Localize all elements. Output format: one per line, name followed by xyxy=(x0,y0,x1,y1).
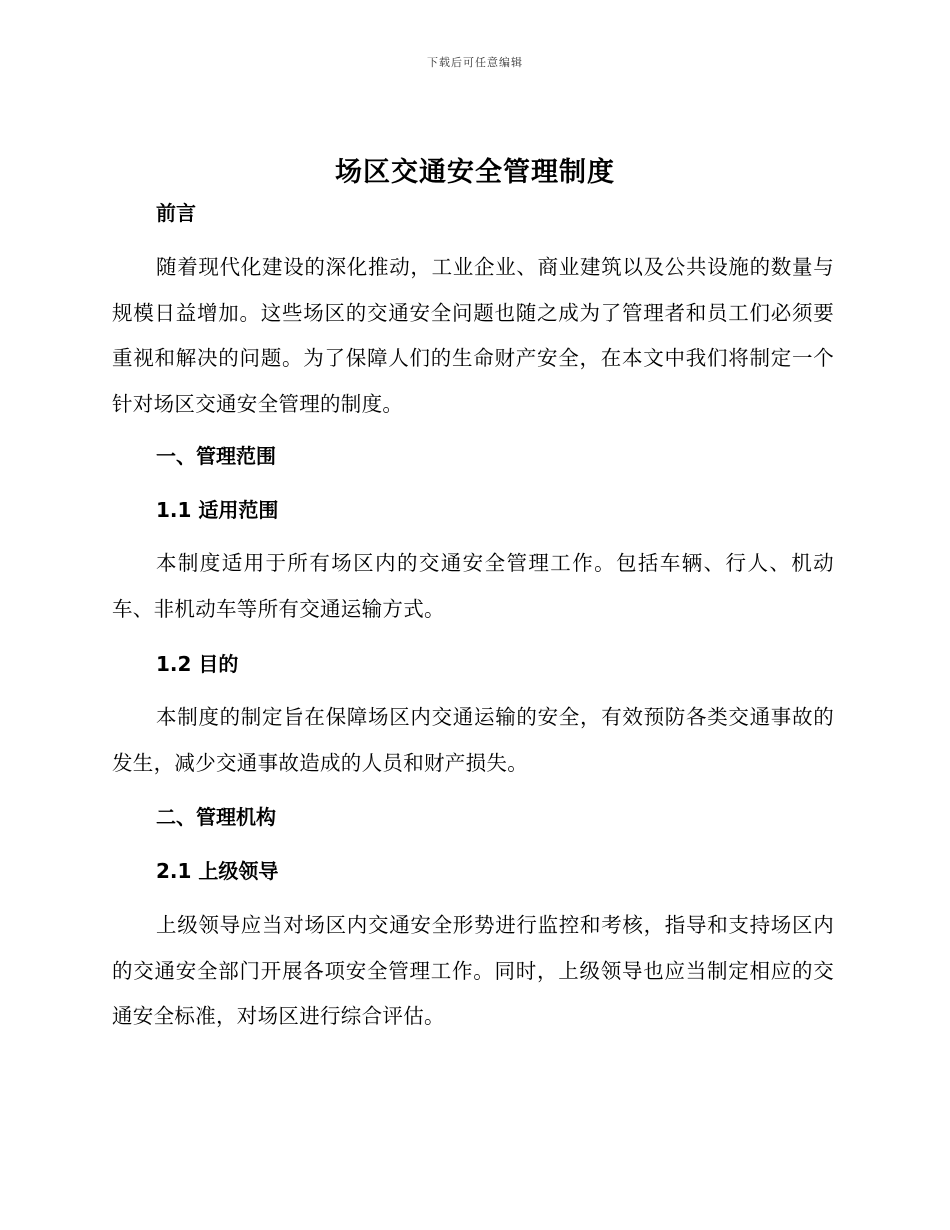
preface-paragraph: 随着现代化建设的深化推动，工业企业、商业建筑以及公共设施的数量与规模日益增加。这些场区的交通安全问题也随之成为了管理者和员工们必须要重视和解决的问题。为了保障人们的生命财产安全，在本文中我们将制定一个针对场区交通安全管理的制度。 xyxy=(112,255,834,416)
section-2-heading: 二、管理机构 xyxy=(156,805,276,829)
section-1-1-paragraph: 本制度适用于所有场区内的交通安全管理工作。包括车辆、行人、机动车、非机动车等所有交通运输方式。 xyxy=(112,551,834,621)
preface-heading: 前言 xyxy=(156,201,196,225)
section-2-1-paragraph: 上级领导应当对场区内交通安全形势进行监控和考核，指导和支持场区内的交通安全部门开展各项安全管理工作。同时，上级领导也应当制定相应的交通安全标准，对场区进行综合评估。 xyxy=(112,913,834,1028)
section-1-1-heading: 1.1 适用范围 xyxy=(156,498,279,522)
section-1-2-heading: 1.2 目的 xyxy=(156,652,239,676)
page-header-note: 下载后可任意编辑 xyxy=(427,56,523,69)
section-1-heading: 一、管理范围 xyxy=(156,444,276,468)
document-title: 场区交通安全管理制度 xyxy=(335,157,615,188)
section-1-2-paragraph: 本制度的制定旨在保障场区内交通运输的安全，有效预防各类交通事故的发生，减少交通事故造成的人员和财产损失。 xyxy=(112,705,834,775)
section-2-1-heading: 2.1 上级领导 xyxy=(156,859,279,883)
